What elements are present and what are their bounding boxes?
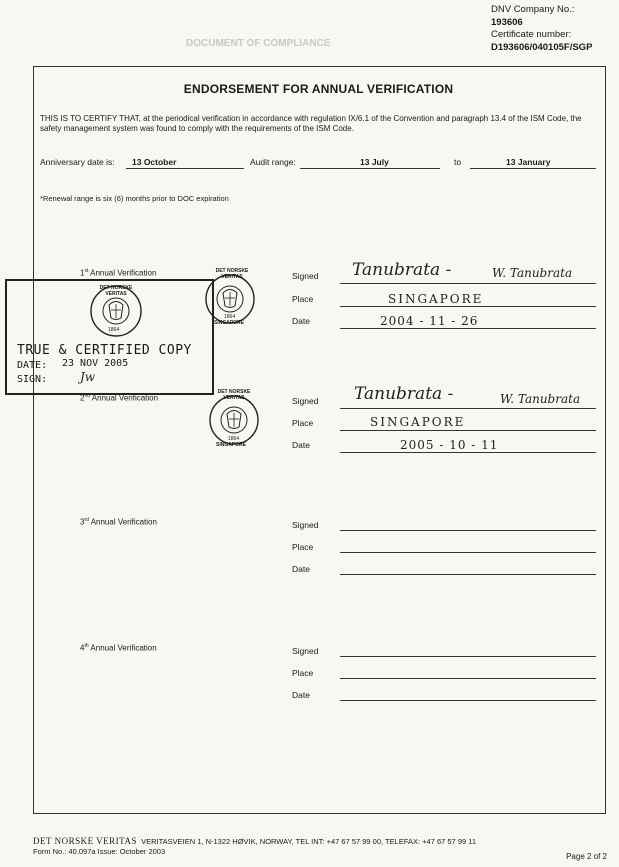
v3-date-label: Date <box>292 564 310 574</box>
v2-signature: Tanubrata - <box>354 384 454 404</box>
v1-signed-line <box>340 283 596 284</box>
seal-2-top-text: DET NORSKE VERITAS <box>217 389 251 401</box>
v1-date: 2004 - 11 - 26 <box>380 314 479 328</box>
page-number: Page 2 of 2 <box>566 852 607 861</box>
v4-date-line <box>340 700 596 701</box>
v3-signed-label: Signed <box>292 520 319 530</box>
v2-signed-label: Signed <box>292 396 319 406</box>
v3-place-label: Place <box>292 542 314 552</box>
audit-to: 13 January <box>506 157 551 167</box>
v2-printed-name: W. Tanubrata <box>500 392 581 406</box>
verification-1-title: 1st Annual Verification <box>80 268 157 278</box>
anniversary-value: 13 October <box>132 157 177 167</box>
v3-date-line <box>340 574 596 575</box>
stamp-date-value: 23 NOV 2005 <box>62 358 129 369</box>
to-label: to <box>454 157 462 167</box>
audit-from: 13 July <box>360 157 389 167</box>
header-info <box>491 4 603 54</box>
certified-copy-title: TRUE & CERTIFIED COPY <box>17 343 192 358</box>
footer <box>33 836 476 857</box>
v2-place: SINGAPORE <box>370 415 466 429</box>
v2-place-label: Place <box>292 418 314 428</box>
stamp-date-label: DATE: <box>17 360 48 371</box>
cert-no-label: Certificate number: <box>491 29 572 40</box>
audit-to-line <box>470 168 596 169</box>
page-title: ENDORSEMENT FOR ANNUAL VERIFICATION <box>183 82 454 96</box>
v3-place-line <box>340 552 596 553</box>
seal-1-city: SINGAPORE <box>214 320 245 326</box>
stamp-signature: Jw <box>80 370 96 384</box>
v4-signed-label: Signed <box>292 646 319 656</box>
renewal-note: *Renewal range is six (6) months prior to DOC expiration <box>40 194 229 203</box>
seal-2-year: 1864 <box>228 436 240 442</box>
footer-form: Form No.: 40.097a Issue: October 2003 <box>33 847 166 856</box>
seal-1-year: 1864 <box>224 314 236 320</box>
stamp-sign-label: SIGN: <box>17 374 48 385</box>
seal-2-city: SINGAPORE <box>216 442 247 448</box>
v2-place-line <box>340 430 596 431</box>
v1-signed-label: Signed <box>292 271 319 281</box>
verification-2-title: 2nd Annual Verification <box>80 393 159 403</box>
company-no: 193606 <box>491 16 523 28</box>
company-no-label: DNV Company No.: <box>491 4 575 15</box>
v1-signature: Tanubrata - <box>352 260 452 280</box>
verification-3-title: 3rd Annual Verification <box>80 517 157 527</box>
v4-date-label: Date <box>292 690 310 700</box>
v2-date-line <box>340 452 596 453</box>
v4-place-label: Place <box>292 668 314 678</box>
stamp-seal-year: 1864 <box>108 327 120 333</box>
footer-address: VERITASVEIEN 1, N-1322 HØVIK, NORWAY, TEL INT: +47 67 57 99 00, TELEFAX: +47 67 57 99 11 <box>141 837 477 846</box>
v1-date-line <box>340 328 596 329</box>
ghost-background-title: DOCUMENT OF COMPLIANCE <box>186 38 331 49</box>
v4-place-line <box>340 678 596 679</box>
form-frame <box>33 66 606 814</box>
v1-place: SINGAPORE <box>388 292 484 306</box>
anniversary-line <box>126 168 244 169</box>
v2-date: 2005 - 10 - 11 <box>400 438 499 452</box>
audit-from-line <box>300 168 440 169</box>
audit-range-label: Audit range: <box>250 157 296 167</box>
v1-place-label: Place <box>292 294 314 304</box>
v1-place-line <box>340 306 596 307</box>
cert-no: D193606/040105F/SGP <box>491 41 593 53</box>
footer-firm: DET NORSKE VERITAS <box>33 836 137 846</box>
v1-printed-name: W. Tanubrata <box>492 266 573 280</box>
v3-signed-line <box>340 530 596 531</box>
seal-1-top-text: DET NORSKE VERITAS <box>215 268 249 280</box>
anniversary-label: Anniversary date is: <box>40 157 115 167</box>
v2-date-label: Date <box>292 440 310 450</box>
stamp-seal-top-text: DET NORSKE VERITAS <box>99 285 133 297</box>
verification-4-title: 4th Annual Verification <box>80 643 157 653</box>
certify-text: THIS IS TO CERTIFY THAT, at the periodical verification in accordance with regulation IX/6.1 of the Convention and paragraph 13.4 of the ISM Code, the safety management system was found to comply with the requirements of the ISM Code. <box>40 114 582 133</box>
v4-signed-line <box>340 656 596 657</box>
v1-date-label: Date <box>292 316 310 326</box>
v2-signed-line <box>340 408 596 409</box>
